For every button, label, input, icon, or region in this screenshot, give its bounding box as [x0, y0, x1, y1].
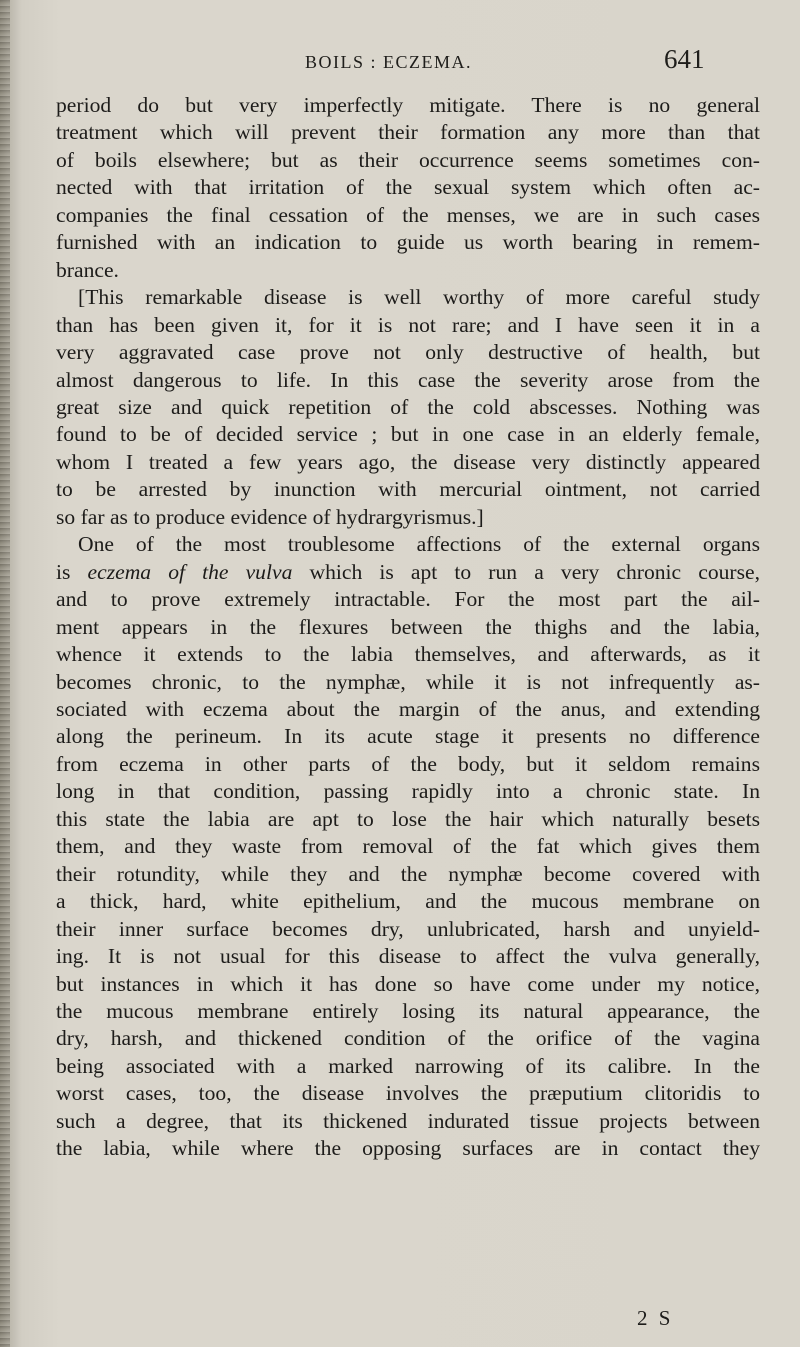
text-line: almost dangerous to life. In this case the severity arose from the — [56, 367, 760, 392]
text-line: period do but very imperfectly mitigate. There is no general — [56, 93, 760, 117]
text-line: their inner surface becomes dry, unlubricated, harsh and unyield- — [56, 916, 760, 941]
text-line: brance. — [56, 257, 119, 282]
text-line: becomes chronic, to the nymphæ, while it is not infrequently as- — [56, 669, 760, 694]
text-line-with-italic — [56, 559, 760, 586]
text-line: dry, harsh, and thickened condition of the orifice of the vagina — [56, 1026, 760, 1051]
text-line: very aggravated case prove not only destructive of health, but — [56, 340, 760, 365]
text-line: the mucous membrane entirely losing its natural appearance, the — [56, 998, 760, 1023]
text-line: but instances in which it has done so have come under my notice, — [56, 971, 760, 996]
text-fragment: is — [56, 559, 88, 584]
page-number: 641 — [664, 44, 705, 74]
text-line: found to be of decided service ; but in one case in an elderly female, — [56, 422, 760, 447]
text-line: treatment which will prevent their formation any more than that — [56, 120, 760, 145]
text-line: along the perineum. In its acute stage it presents no difference — [56, 724, 760, 749]
text-line: furnished with an indication to guide us worth bearing in remem- — [56, 230, 760, 255]
text-line: One of the most troublesome affections of the external organs — [78, 532, 760, 557]
running-head: BOILS : ECZEMA. — [305, 52, 473, 72]
text-line: and to prove extremely intractable. For the most part the ail- — [56, 587, 760, 612]
body-text — [56, 92, 760, 1163]
text-line: being associated with a marked narrowing of its calibre. In the — [56, 1053, 760, 1078]
text-line: nected with that irritation of the sexual system which often ac- — [56, 175, 760, 200]
text-line: worst cases, too, the disease involves the præputium clitoridis to — [56, 1081, 760, 1106]
text-line: this state the labia are apt to lose the hair which naturally besets — [56, 806, 760, 831]
text-line: from eczema in other parts of the body, but it seldom remains — [56, 751, 760, 776]
text-line: of boils elsewhere; but as their occurrence seems sometimes con- — [56, 147, 760, 172]
binding-gutter — [0, 0, 10, 1347]
text-line: long in that condition, passing rapidly into a chronic state. In — [56, 779, 760, 804]
text-line: whom I treated a few years ago, the disease very distinctly appeared — [56, 449, 760, 474]
page-header — [0, 44, 800, 84]
text-line: to be arrested by inunction with mercurial ointment, not carried — [56, 477, 760, 502]
text-line: whence it extends to the labia themselves, and afterwards, as it — [56, 642, 760, 667]
text-line: them, and they waste from removal of the fat which gives them — [56, 834, 760, 859]
text-line: such a degree, that its thickened indurated tissue projects between — [56, 1108, 760, 1133]
text-line: a thick, hard, white epithelium, and the mucous membrane on — [56, 889, 760, 914]
text-line: [This remarkable disease is well worthy of more careful study — [78, 285, 760, 310]
text-line: great size and quick repetition of the cold abscesses. Nothing was — [56, 394, 760, 419]
text-line: their rotundity, while they and the nymphæ become covered with — [56, 861, 760, 886]
text-line: ing. It is not usual for this disease to affect the vulva generally, — [56, 944, 760, 969]
printer-signature-mark: 2 S — [637, 1306, 674, 1330]
text-line: so far as to produce evidence of hydrargyrismus.] — [56, 504, 484, 529]
text-line: than has been given it, for it is not rare; and I have seen it in a — [56, 312, 760, 337]
italic-term: eczema of the vulva — [87, 559, 293, 584]
text-line: ment appears in the flexures between the thighs and the labia, — [56, 614, 760, 639]
text-fragment: which is apt to run a very chronic course, — [292, 559, 761, 584]
text-line: companies the final cessation of the menses, we are in such cases — [56, 202, 760, 227]
text-line: the labia, while where the opposing surfaces are in contact they — [56, 1136, 760, 1161]
text-line: sociated with eczema about the margin of the anus, and extending — [56, 696, 760, 721]
